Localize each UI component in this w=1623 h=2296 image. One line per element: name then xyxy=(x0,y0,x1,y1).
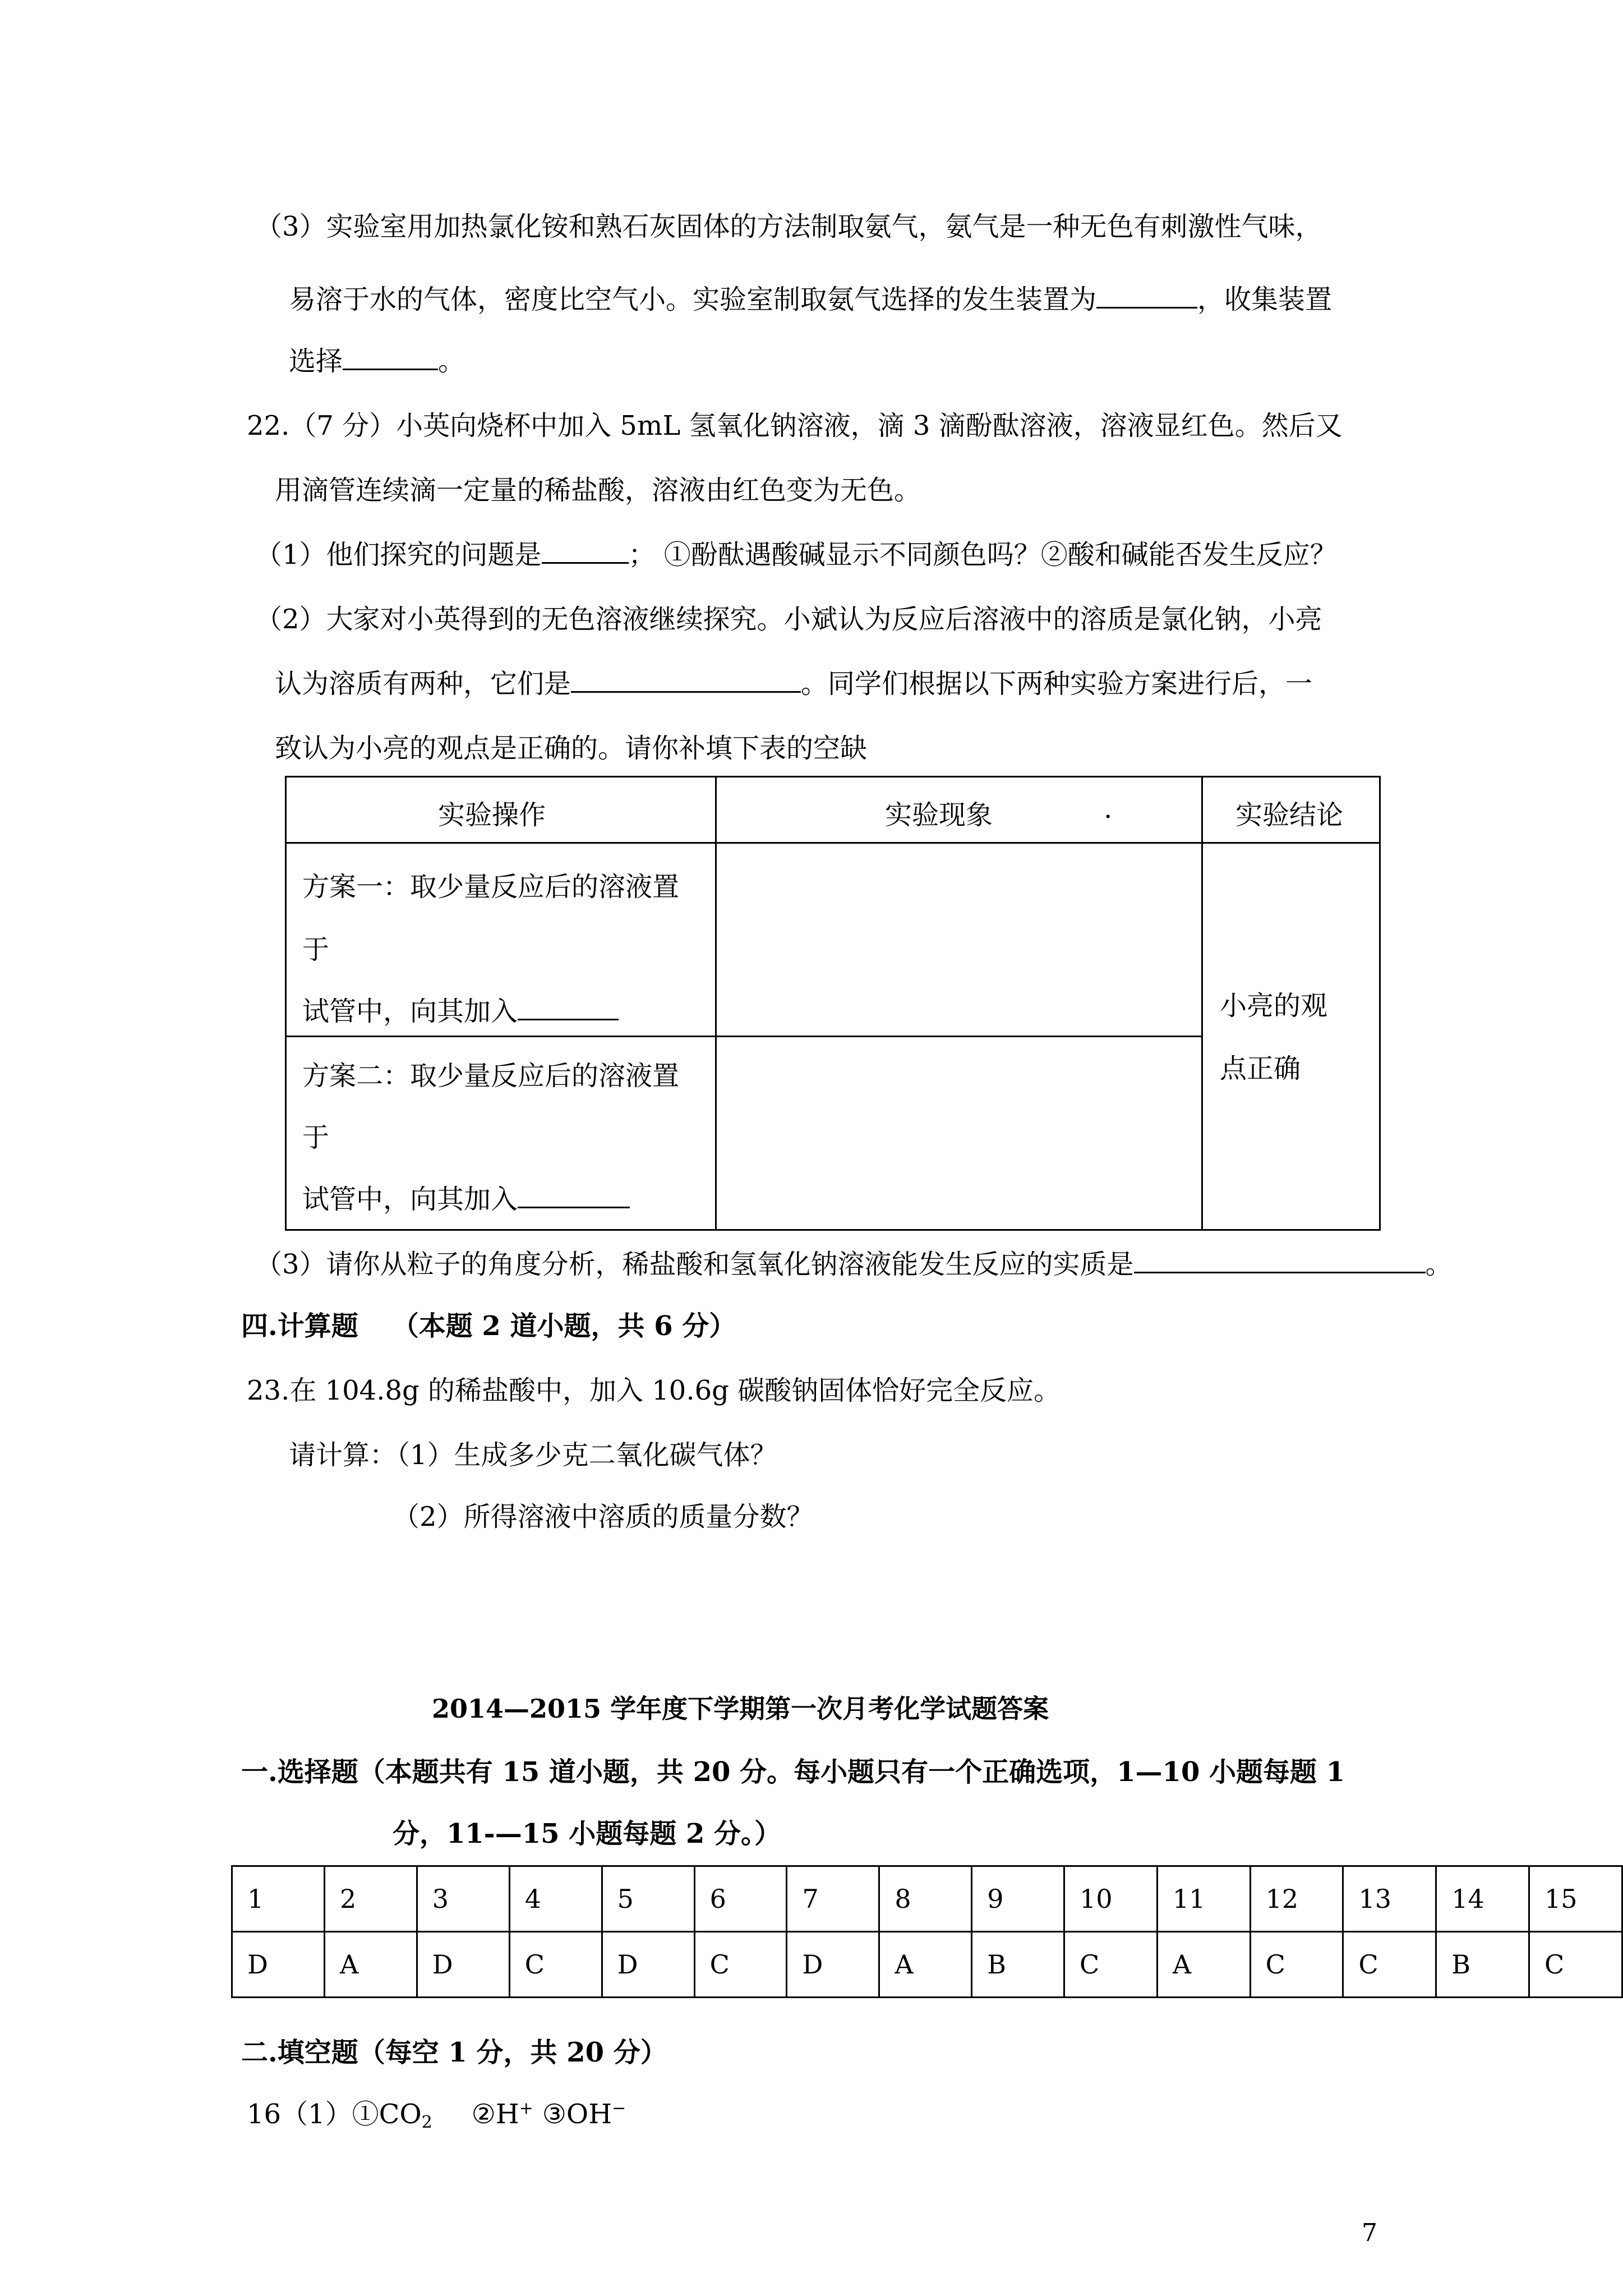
answers-section2: 二.填空题（每空 1 分，共 20 分） xyxy=(241,2037,667,2068)
answer-table xyxy=(231,1865,1623,1998)
page-number: 7 xyxy=(1362,2219,1377,2247)
plan1-cell xyxy=(286,843,716,1037)
plan2-line3-text: 试管中，向其加入 xyxy=(302,1184,518,1215)
answer-blank[interactable] xyxy=(571,669,801,693)
header-dot: . xyxy=(1104,793,1113,825)
answer-letter: C xyxy=(694,1932,787,1998)
q16-answer xyxy=(247,2092,626,2132)
answer-number: 2 xyxy=(324,1866,417,1932)
q16-co2: 16（1）①CO xyxy=(247,2099,422,2130)
conclusion-line2: 点正确 xyxy=(1220,1053,1301,1084)
q22-p3 xyxy=(255,1243,1453,1281)
answer-letter: D xyxy=(787,1932,879,1998)
answer-letter: C xyxy=(1343,1932,1436,1998)
q16-oh: ③OH xyxy=(542,2099,612,2130)
q22-p2-line2-text: 认为溶质有两种，它们是 xyxy=(275,668,571,700)
plan2-line3 xyxy=(302,1177,630,1216)
answer-blank[interactable] xyxy=(518,996,619,1020)
conclusion-line1: 小亮的观 xyxy=(1220,990,1328,1022)
plan1-line2: 于 xyxy=(302,934,330,965)
answer-letter: D xyxy=(417,1932,509,1998)
q22-line2: 用滴管连续滴一定量的稀盐酸，溶液由红色变为无色。 xyxy=(275,475,921,506)
answer-number: 10 xyxy=(1064,1866,1158,1932)
answer-number: 4 xyxy=(509,1866,602,1932)
answer-letter: B xyxy=(972,1932,1064,1998)
header-conclusion xyxy=(1202,777,1380,843)
answer-letter: C xyxy=(1529,1932,1622,1998)
answer-number: 8 xyxy=(879,1866,972,1932)
q22-p3-text: （3）请你从粒子的角度分析，稀盐酸和氢氧化钠溶液能发生反应的实质是 xyxy=(255,1249,1134,1280)
answer-letter: A xyxy=(324,1932,417,1998)
q22-p2-line2 xyxy=(275,662,1312,701)
answer-number: 11 xyxy=(1157,1866,1250,1932)
plan2-line2: 于 xyxy=(302,1122,330,1153)
answer-letter: C xyxy=(509,1932,602,1998)
section4-heading xyxy=(241,1304,736,1343)
answer-letter: D xyxy=(602,1932,694,1998)
header-conclusion-text: 实验结论 xyxy=(1235,799,1344,831)
q16-h-charge: + xyxy=(519,2099,533,2118)
answer-letter: A xyxy=(879,1932,972,1998)
answer-blank[interactable] xyxy=(542,540,629,564)
header-phenomenon xyxy=(716,777,1202,843)
q21-3-line2 xyxy=(289,278,1332,316)
q22-p2-line1: （2）大家对小英得到的无色溶液继续探究。小斌认为反应后溶液中的溶质是氯化钠，小亮 xyxy=(255,604,1322,635)
q22-p2-line3: 致认为小亮的观点是正确的。请你补填下表的空缺 xyxy=(275,733,868,764)
q23-line2: 请计算：（1）生成多少克二氧化碳气体？ xyxy=(289,1439,777,1471)
q21-3-line2-tail: ，收集装置 xyxy=(1197,284,1332,315)
answer-blank[interactable] xyxy=(1134,1249,1426,1273)
q21-3-line3 xyxy=(289,339,465,378)
answer-number: 3 xyxy=(417,1866,509,1932)
q16-h: ②H xyxy=(471,2099,519,2130)
answer-letter: C xyxy=(1250,1932,1343,1998)
answer-letters-row xyxy=(232,1932,1622,1998)
answers-title: 2014—2015 学年度下学期第一次月考化学试题答案 xyxy=(432,1694,1049,1724)
answers-section1-line1: 一.选择题（本题共有 15 道小题，共 20 分。每小题只有一个正确选项，1—10 小题每题 1 xyxy=(241,1756,1345,1788)
q22-p3-tail: 。 xyxy=(1425,1249,1453,1280)
answer-number: 1 xyxy=(232,1866,325,1932)
q23-line3: （2）所得溶液中溶质的质量分数？ xyxy=(393,1501,814,1533)
answer-letter: C xyxy=(1064,1932,1158,1998)
answers-section1-line2: 分，11-—15 小题每题 2 分。） xyxy=(393,1818,782,1849)
answer-number: 6 xyxy=(694,1866,787,1932)
answer-numbers-row xyxy=(232,1866,1622,1932)
answer-number: 15 xyxy=(1529,1866,1622,1932)
plan1-phenomenon-cell[interactable] xyxy=(716,843,1202,1037)
answer-blank[interactable] xyxy=(1096,284,1197,309)
answer-blank[interactable] xyxy=(343,346,438,370)
header-operation-text: 实验操作 xyxy=(438,799,546,831)
q22-p2-line2-tail: 。同学们根据以下两种实验方案进行后，一 xyxy=(801,668,1313,700)
plan1-line1: 方案一：取少量反应后的溶液置 xyxy=(302,871,680,903)
header-operation xyxy=(286,777,716,843)
q22-p1 xyxy=(255,533,1337,572)
section4-title: 四.计算题 xyxy=(241,1310,358,1342)
q22-line1: 22.（7 分）小英向烧杯中加入 5mL 氢氧化钠溶液，滴 3 滴酚酞溶液，溶液显红色。然后又 xyxy=(247,410,1343,441)
header-phenomenon-text: 实验现象 xyxy=(885,799,993,831)
answer-number: 14 xyxy=(1436,1866,1529,1932)
answer-letter: B xyxy=(1436,1932,1529,1998)
q16-co2-subscript: 2 xyxy=(421,2113,432,2132)
plan1-line3-text: 试管中，向其加入 xyxy=(302,996,518,1027)
plan2-cell xyxy=(286,1037,716,1230)
conclusion-cell xyxy=(1202,843,1380,1230)
answer-number: 12 xyxy=(1250,1866,1343,1932)
answer-number: 9 xyxy=(972,1866,1064,1932)
answer-letter: D xyxy=(232,1932,325,1998)
plan1-line3 xyxy=(302,990,619,1028)
answer-letter: A xyxy=(1157,1932,1250,1998)
answer-number: 5 xyxy=(602,1866,694,1932)
q16-oh-charge: − xyxy=(612,2099,626,2118)
section4-note: （本题 2 道小题，共 6 分） xyxy=(391,1310,736,1342)
q21-3-line2-text: 易溶于水的气体，密度比空气小。实验室制取氨气选择的发生装置为 xyxy=(289,284,1097,315)
answer-number: 13 xyxy=(1343,1866,1436,1932)
q21-3-line3-tail: 。 xyxy=(438,346,465,377)
q23-line1: 23.在 104.8g 的稀盐酸中，加入 10.6g 碳酸钠固体恰好完全反应。 xyxy=(247,1375,1061,1406)
q21-3-line1: （3）实验室用加热氯化铵和熟石灰固体的方法制取氨气，氨气是一种无色有刺激性气味， xyxy=(255,211,1322,242)
q21-3-line3-text: 选择 xyxy=(289,346,343,377)
answer-blank[interactable] xyxy=(518,1184,630,1208)
plan2-line1: 方案二：取少量反应后的溶液置 xyxy=(302,1060,680,1092)
experiment-table xyxy=(285,776,1381,1231)
answer-number: 7 xyxy=(787,1866,879,1932)
q22-p1-text: （1）他们探究的问题是 xyxy=(255,539,542,570)
q22-p1-tail: ； ①酚酞遇酸碱显示不同颜色吗？②酸和碱能否发生反应？ xyxy=(628,539,1337,570)
plan2-phenomenon-cell[interactable] xyxy=(716,1037,1202,1230)
